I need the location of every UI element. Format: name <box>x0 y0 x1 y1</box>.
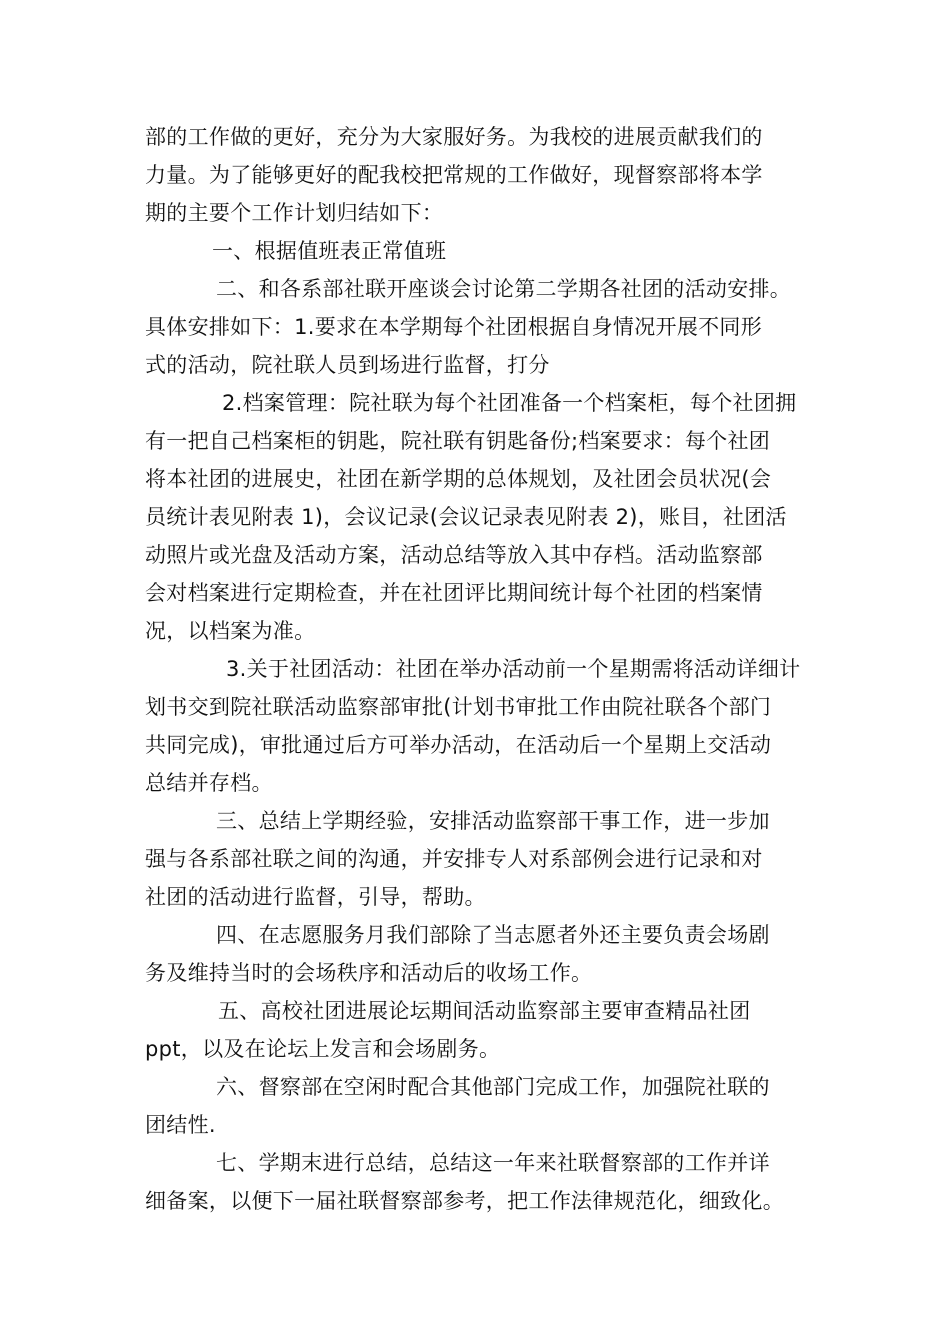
text-line: 况，以档案为准。 <box>145 619 316 643</box>
text-line: 三、总结上学期经验，安排活动监察部干事工作，进一步加 <box>216 809 770 833</box>
text-line: 总结并存档。 <box>145 771 273 795</box>
text-line: 一、根据值班表正常值班 <box>212 239 447 263</box>
text-line: 细备案，以便下一届社联督察部参考，把工作法律规范化，细致化。 <box>145 1189 784 1213</box>
text-line: 六、督察部在空闲时配合其他部门完成工作，加强院社联的 <box>216 1075 770 1099</box>
text-line: 五、高校社团进展论坛期间活动监察部主要审查精品社团 <box>218 999 751 1023</box>
text-line: 共同完成)，审批通过后方可举办活动，在活动后一个星期上交活动 <box>145 733 772 757</box>
text-line: 力量。为了能够更好的配我校把常规的工作做好，现督察部将本学 <box>145 163 763 187</box>
text-line: 四、在志愿服务月我们部除了当志愿者外还主要负责会场剧 <box>216 923 770 947</box>
text-line: 七、学期末进行总结，总结这一年来社联督察部的工作并详 <box>216 1151 770 1175</box>
text-line: 有一把自己档案柜的钥匙，院社联有钥匙备份;档案要求：每个社团 <box>145 429 771 453</box>
text-line: 具体安排如下：1.要求在本学期每个社团根据自身情况开展不同形 <box>145 315 763 339</box>
text-line: 强与各系部社联之间的沟通，并安排专人对系部例会进行记录和对 <box>145 847 763 871</box>
text-line: 式的活动，院社联人员到场进行监督，打分 <box>145 353 550 377</box>
text-line: 员统计表见附表 1)，会议记录(会议记录表见附表 2)，账目，社团活 <box>145 505 787 529</box>
text-line: 动照片或光盘及活动方案，活动总结等放入其中存档。活动监察部 <box>145 543 763 567</box>
text-line: 社团的活动进行监督，引导，帮助。 <box>145 885 486 909</box>
text-line: 期的主要个工作计划归结如下： <box>145 201 444 225</box>
text-line: 会对档案进行定期检查，并在社团评比期间统计每个社团的档案情 <box>145 581 763 605</box>
text-line: 务及维持当时的会场秩序和活动后的收场工作。 <box>145 961 593 985</box>
text-line: 划书交到院社联活动监察部审批(计划书审批工作由院社联各个部门 <box>145 695 772 719</box>
text-line: 二、和各系部社联开座谈会讨论第二学期各社团的活动安排。 <box>216 277 792 301</box>
text-line: 将本社团的进展史，社团在新学期的总体规划，及社团会员状况(会 <box>145 467 772 491</box>
text-line: 3.关于社团活动：社团在举办活动前一个星期需将活动详细计 <box>226 657 801 681</box>
text-line: 团结性. <box>145 1113 216 1137</box>
text-line: 2.档案管理：院社联为每个社团准备一个档案柜，每个社团拥 <box>222 391 797 415</box>
text-line: ppt，以及在论坛上发言和会场剧务。 <box>145 1037 501 1061</box>
text-line: 部的工作做的更好，充分为大家服好务。为我校的进展贡献我们的 <box>145 125 763 149</box>
